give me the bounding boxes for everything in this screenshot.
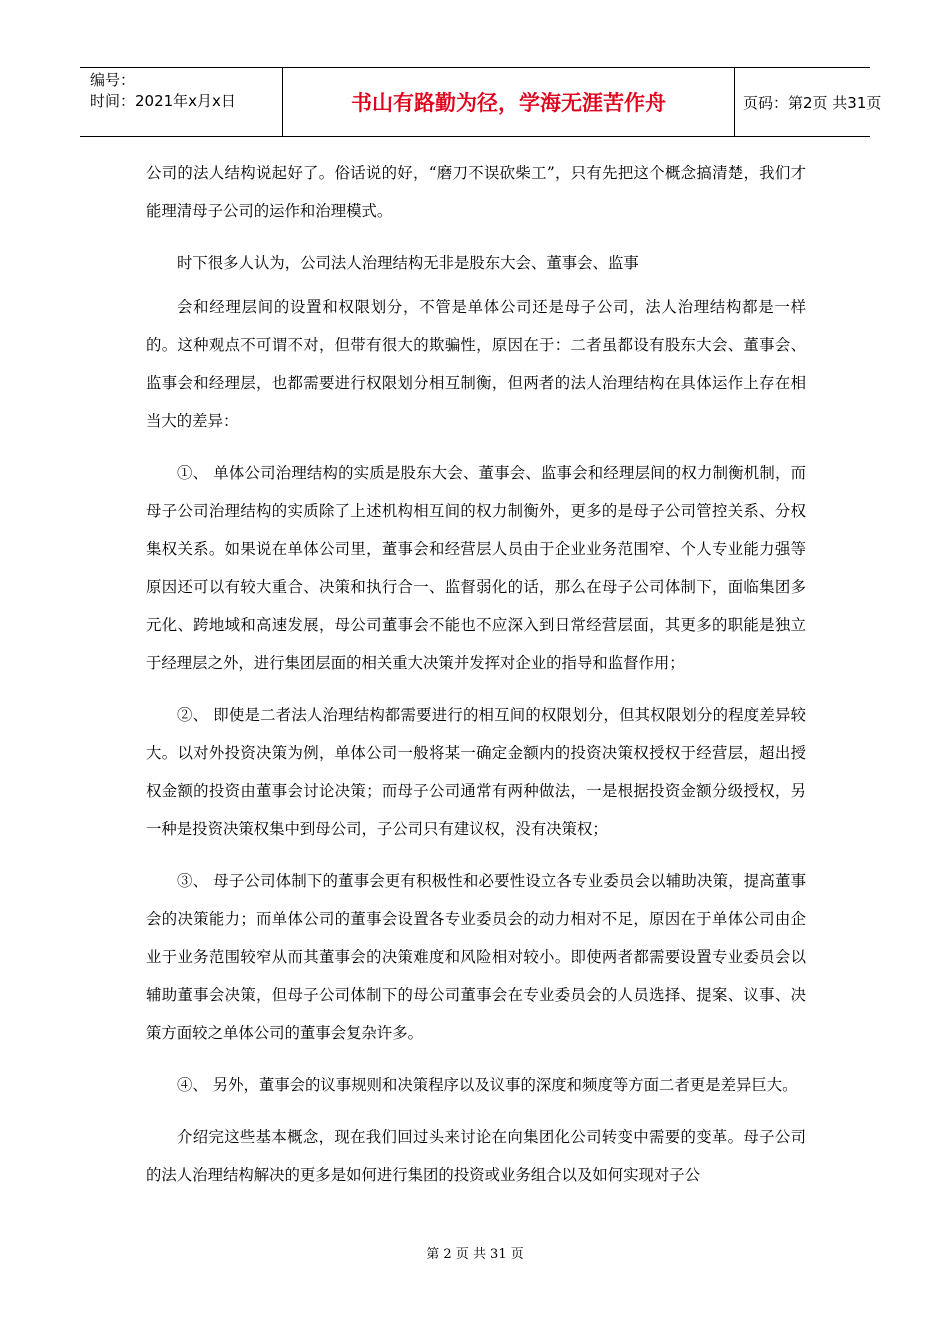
- paragraph-item-2: ②、 即使是二者法人治理结构都需要进行的相互间的权限划分，但其权限划分的程度差异较大。以对外投资决策为例，单体公司一般将某一确定金额内的投资决策权授权于经营层，超出授权金额的投资由董事会讨论决策；而母子公司通常有两种做法，一是根据投资金额分级授权，另一种是投资决策权集中到母公司，子公司只有建议权，没有决策权；: [146, 706, 806, 838]
- paragraph-1: 公司的法人结构说起好了。俗话说的好，“磨刀不误砍柴工”，只有先把这个概念搞清楚，我们才能理清母子公司的运作和治理模式。: [146, 164, 806, 220]
- paragraph-item-4: ④、 另外，董事会的议事规则和决策程序以及议事的深度和频度等方面二者更是差异巨大。: [177, 1076, 798, 1094]
- motto-text: 书山有路勤为径，学海无涯苦作舟: [351, 91, 666, 115]
- paragraph-last: 介绍完这些基本概念，现在我们回过头来讨论在向集团化公司转变中需要的变革。母子公司的法人治理结构解决的更多是如何进行集团的投资或业务组合以及如何实现对子公: [146, 1128, 806, 1184]
- page-footer: 第 2 页 共 31 页: [426, 1247, 524, 1262]
- paragraph-item-3: ③、 母子公司体制下的董事会更有积极性和必要性设立各专业委员会以辅助决策，提高董事会的决策能力；而单体公司的董事会设置各专业委员会的动力相对不足，原因在于单体公司由企业于业务范围较窄从而其董事会的决策难度和风险相对较小。即使两者都需要设置专业委员会以辅助董事会决策，但母子公司体制下的母公司董事会在专业委员会的人员选择、提案、议事、决策方面较之单体公司的董事会复杂许多。: [146, 872, 806, 1042]
- page-code: 页码：第2页 共31页: [743, 94, 882, 112]
- header-table: [80, 67, 882, 137]
- time-label: 时间：2021年x月x日: [90, 92, 236, 110]
- header-meta-cell: [80, 68, 283, 136]
- header-motto-cell: [283, 68, 735, 136]
- paragraph-3: 会和经理层间的设置和权限划分，不管是单体公司还是母子公司，法人治理结构都是一样的。这种观点不可谓不对，但带有很大的欺骗性，原因在于：二者虽都设有股东大会、董事会、监事会和经理层，也都需要进行权限划分相互制衡，但两者的法人治理结构在具体运作上存在相当大的差异：: [146, 298, 806, 430]
- paragraph-2: 时下很多人认为，公司法人治理结构无非是股东大会、董事会、监事: [177, 254, 639, 272]
- paragraph-item-1: ①、 单体公司治理结构的实质是股东大会、董事会、监事会和经理层间的权力制衡机制，而母子公司治理结构的实质除了上述机构相互间的权力制衡外，更多的是母子公司管控关系、分权集权关系。如果说在单体公司里，董事会和经营层人员由于企业业务范围窄、个人专业能力强等原因还可以有较大重合、决策和执行合一、监督弱化的话，那么在母子公司体制下，面临集团多元化、跨地域和高速发展，母公司董事会不能也不应深入到日常经营层面，其更多的职能是独立于经理层之外，进行集团层面的相关重大决策并发挥对企业的指导和监督作用；: [146, 464, 806, 672]
- document-body: [146, 154, 806, 1208]
- serial-label: 编号：: [90, 71, 136, 89]
- header-page-cell: [735, 68, 882, 136]
